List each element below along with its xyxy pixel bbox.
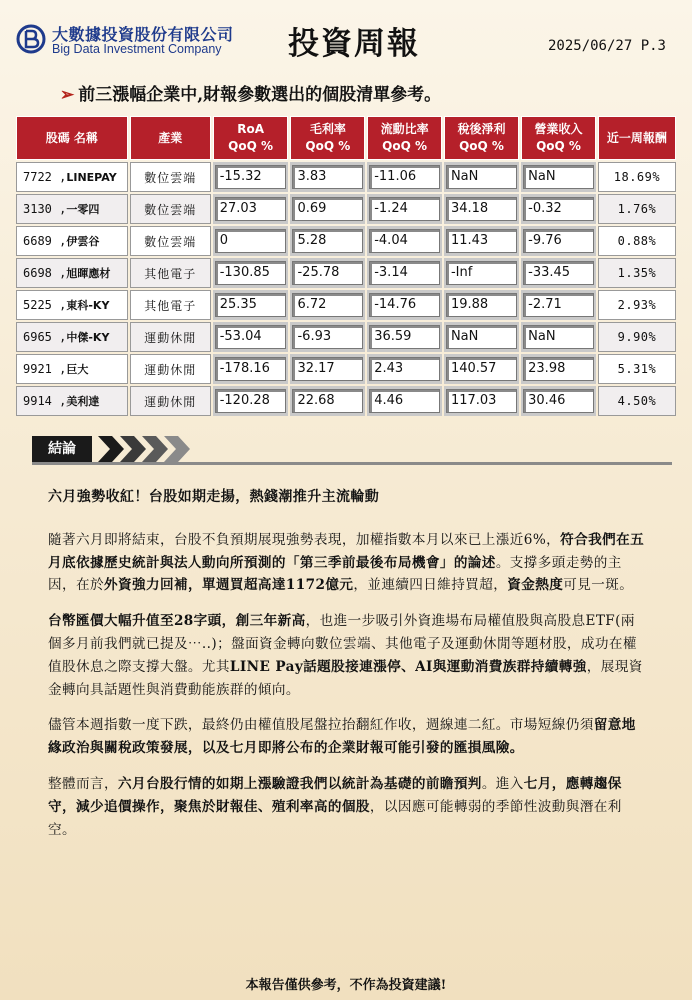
metric-cell-rev — [521, 194, 596, 224]
body-text: 整體而言， — [48, 775, 118, 792]
weekly-return-cell: 1.35% — [598, 258, 676, 288]
metric-cell-roa — [213, 322, 289, 352]
company-name-en: Big Data Investment Company — [52, 42, 222, 56]
metric-value: 4.46 — [369, 389, 440, 413]
metric-cell-rev — [521, 386, 596, 416]
metric-cell-cr — [367, 258, 442, 288]
column-header — [16, 116, 128, 160]
metric-cell-cr — [367, 194, 442, 224]
industry-cell: 數位雲端 — [130, 194, 211, 224]
body-text: 隨著六月即將結束，台股不負預期展現強勢表現，加權指數本月以來已上漲近6%， — [48, 531, 561, 548]
metric-cell-rev — [521, 322, 596, 352]
industry-cell: 數位雲端 — [130, 162, 211, 192]
metric-value: 22.68 — [292, 389, 363, 413]
metric-value: -15.32 — [215, 165, 287, 189]
column-header-label: QoQ % — [228, 139, 274, 153]
metric-cell-roa — [213, 354, 289, 384]
conclusion-banner — [32, 434, 678, 464]
weekly-return-cell: 2.93% — [598, 290, 676, 320]
column-header-label: QoQ % — [305, 139, 351, 153]
column-header-label: 流動比率 — [380, 122, 429, 136]
metric-value: -130.85 — [215, 261, 287, 285]
industry-cell: 其他電子 — [130, 290, 211, 320]
industry-cell: 運動休閒 — [130, 354, 211, 384]
metric-value: -33.45 — [523, 261, 594, 285]
page-title: 投資周報 — [288, 26, 420, 62]
column-header — [598, 116, 676, 160]
emphasis-text: 留意地緣政治與關稅政策發展，以及七月即將公布的企業財報可能引發的匯損風險。 — [48, 717, 636, 757]
body-text: ，展現資金轉向具話題性與消費動能族群的傾向。 — [48, 658, 643, 698]
industry-cell: 運動休閒 — [130, 322, 211, 352]
table-row — [16, 386, 676, 416]
body-text: ，以因應可能轉弱的季節性波動與潛在利空。 — [48, 798, 622, 838]
metric-value: NaN — [523, 165, 594, 189]
divider — [32, 462, 672, 465]
column-header-label: RoA — [237, 122, 264, 136]
metric-value: 140.57 — [446, 357, 517, 381]
paragraph-4 — [48, 773, 648, 841]
metric-value: -25.78 — [292, 261, 363, 285]
disclaimer: 本報告僅供參考，不作為投資建議! — [245, 978, 447, 993]
metric-value: 27.03 — [215, 197, 287, 221]
metric-value: -120.28 — [215, 389, 287, 413]
metric-cell-gm — [290, 290, 365, 320]
metric-cell-roa — [213, 258, 289, 288]
table-row — [16, 322, 676, 352]
body-text: ，並連續四日維持買超， — [353, 577, 508, 594]
paragraph-2 — [48, 610, 648, 701]
metric-cell-gm — [290, 322, 365, 352]
weekly-return-cell: 18.69% — [598, 162, 676, 192]
section-subtitle — [60, 80, 441, 105]
column-header-label: 營業收入 — [534, 122, 583, 136]
metric-value: 32.17 — [292, 357, 363, 381]
metric-value: 5.28 — [292, 229, 363, 253]
table-body — [16, 162, 676, 416]
emphasis-text: 資金熱度 — [507, 577, 564, 594]
metric-value: NaN — [523, 325, 594, 349]
metric-value: -53.04 — [215, 325, 287, 349]
metric-value: 117.03 — [446, 389, 517, 413]
metric-cell-rev — [521, 290, 596, 320]
metric-value: 36.59 — [369, 325, 440, 349]
conclusion-body — [48, 486, 648, 854]
metric-value: 30.46 — [523, 389, 594, 413]
metric-cell-rev — [521, 162, 596, 192]
metric-cell-roa — [213, 290, 289, 320]
metric-value: -6.93 — [292, 325, 363, 349]
company-name-cn: 大數據投資股份有限公司 — [52, 25, 234, 44]
metric-cell-cr — [367, 354, 442, 384]
weekly-return-cell: 5.31% — [598, 354, 676, 384]
metric-value: 25.35 — [215, 293, 287, 317]
column-header — [521, 116, 596, 160]
body-text: ，也進一步吸引外資進場布局權值股與高股息ETF(兩個多月前我們就已提及⋯..)；盤面資金轉向數位雲端、其他電子及運動休閒等題材股，成功在權值股休息之際支撐大盤。尤其 — [48, 613, 637, 675]
weekly-return-cell: 9.90% — [598, 322, 676, 352]
column-header-label: 股碼 名稱 — [45, 130, 98, 145]
emphasis-text: 六月台股行情的如期上漲驗證我們以統計為基礎的前瞻預判 — [117, 775, 482, 792]
stock-code-name: 7722 ,LINEPAY — [16, 162, 128, 192]
weekly-return-cell: 1.76% — [598, 194, 676, 224]
metric-value: -14.76 — [369, 293, 440, 317]
metric-cell-rev — [521, 258, 596, 288]
metric-value: 11.43 — [446, 229, 517, 253]
paragraph-1 — [48, 529, 648, 597]
metric-value: -178.16 — [215, 357, 287, 381]
metric-value: 0.69 — [292, 197, 363, 221]
metric-value: 3.83 — [292, 165, 363, 189]
metric-value: 0 — [215, 229, 287, 253]
column-header — [290, 116, 365, 160]
body-text: 。進入 — [481, 775, 524, 792]
table-row — [16, 162, 676, 192]
industry-cell: 運動休閒 — [130, 386, 211, 416]
conclusion-lead: 六月強勢收紅！台股如期走揚，熱錢潮推升主流輪動 — [48, 489, 380, 505]
weekly-return-cell: 0.88% — [598, 226, 676, 256]
stock-table — [14, 114, 678, 418]
table-row — [16, 194, 676, 224]
table-row — [16, 290, 676, 320]
stock-code-name: 9921 ,巨大 — [16, 354, 128, 384]
metric-cell-gm — [290, 226, 365, 256]
conclusion-tag: 結論 — [32, 436, 92, 462]
subtitle-text: 前三漲幅企業中,財報參數選出的個股清單參考。 — [78, 85, 442, 105]
metric-value: -11.06 — [369, 165, 440, 189]
metric-cell-ni — [444, 354, 519, 384]
metric-cell-roa — [213, 386, 289, 416]
metric-value: 2.43 — [369, 357, 440, 381]
metric-value: -9.76 — [523, 229, 594, 253]
column-header-label: 近一周報酬 — [606, 130, 667, 145]
stock-code-name: 9914 ,美利達 — [16, 386, 128, 416]
metric-cell-cr — [367, 162, 442, 192]
stock-code-name: 5225 ,東科-KY — [16, 290, 128, 320]
metric-cell-rev — [521, 226, 596, 256]
logo-icon — [16, 22, 46, 56]
table-row — [16, 354, 676, 384]
metric-cell-gm — [290, 258, 365, 288]
metric-value: -0.32 — [523, 197, 594, 221]
emphasis-text: LINE Pay話題股接連漲停、AI與運動消費族群持續轉強 — [229, 658, 587, 675]
column-header-label: 稅後淨利 — [457, 122, 506, 136]
metric-cell-ni — [444, 386, 519, 416]
industry-cell: 其他電子 — [130, 258, 211, 288]
column-header — [130, 116, 211, 160]
metric-cell-ni — [444, 258, 519, 288]
metric-cell-ni — [444, 226, 519, 256]
stock-code-name: 3130 ,一零四 — [16, 194, 128, 224]
emphasis-text: 外資強力回補，單週買超高達1172億元 — [103, 577, 354, 594]
paragraph-3 — [48, 714, 648, 760]
date-page-number: 2025/06/27 P.3 — [547, 38, 666, 54]
page-header — [0, 0, 692, 70]
weekly-return-cell: 4.50% — [598, 386, 676, 416]
metric-cell-gm — [290, 162, 365, 192]
body-text: 。支撐多頭走勢的主因，在於 — [48, 554, 622, 594]
metric-value: -2.71 — [523, 293, 594, 317]
metric-cell-cr — [367, 226, 442, 256]
metric-cell-cr — [367, 290, 442, 320]
metric-cell-gm — [290, 386, 365, 416]
column-header — [213, 116, 289, 160]
metric-value: 23.98 — [523, 357, 594, 381]
metric-cell-gm — [290, 194, 365, 224]
column-header-label: 產業 — [158, 130, 183, 145]
metric-value: NaN — [446, 165, 517, 189]
table-header-row — [16, 116, 676, 160]
column-header-label: QoQ % — [459, 139, 504, 153]
metric-cell-ni — [444, 194, 519, 224]
stock-code-name: 6689 ,伊雲谷 — [16, 226, 128, 256]
emphasis-text: 符合我們在五月底依據歷史統計與法人動向所預測的「第三季前最後布局機會」的論述 — [48, 531, 645, 571]
company-logo — [16, 22, 236, 60]
metric-cell-cr — [367, 386, 442, 416]
metric-value: -1.24 — [369, 197, 440, 221]
metric-value: NaN — [446, 325, 517, 349]
column-header-label: 毛利率 — [309, 122, 346, 136]
metric-value: -Inf — [446, 261, 517, 285]
metric-cell-rev — [521, 354, 596, 384]
emphasis-text: 七月，應轉趨保守，減少追價操作，聚焦於財報佳、殖利率高的個股 — [48, 775, 622, 815]
column-header-label: QoQ % — [382, 139, 428, 153]
column-header-label: QoQ % — [536, 139, 581, 153]
chevron-arrows-icon — [98, 436, 218, 462]
arrow-icon: ➢ — [60, 85, 75, 105]
column-header — [367, 116, 442, 160]
metric-value: -3.14 — [369, 261, 440, 285]
metric-cell-cr — [367, 322, 442, 352]
body-text: 可見一斑。 — [563, 577, 634, 594]
body-text: 儘管本週指數一度下跌，最終仍由權值股尾盤拉抬翻紅作收，週線連二紅。市場短線仍須 — [48, 717, 594, 734]
metric-value: 34.18 — [446, 197, 517, 221]
metric-cell-roa — [213, 194, 289, 224]
stock-code-name: 6965 ,中傑-KY — [16, 322, 128, 352]
stock-code-name: 6698 ,旭暉應材 — [16, 258, 128, 288]
column-header — [444, 116, 519, 160]
metric-cell-ni — [444, 290, 519, 320]
table-row — [16, 226, 676, 256]
metric-cell-gm — [290, 354, 365, 384]
table-row — [16, 258, 676, 288]
metric-cell-roa — [213, 162, 289, 192]
metric-value: 19.88 — [446, 293, 517, 317]
metric-cell-roa — [213, 226, 289, 256]
emphasis-text: 台幣匯價大幅升值至28字頭，創三年新高 — [48, 613, 306, 630]
industry-cell: 數位雲端 — [130, 226, 211, 256]
metric-cell-ni — [444, 162, 519, 192]
metric-value: -4.04 — [369, 229, 440, 253]
metric-cell-ni — [444, 322, 519, 352]
metric-value: 6.72 — [292, 293, 363, 317]
